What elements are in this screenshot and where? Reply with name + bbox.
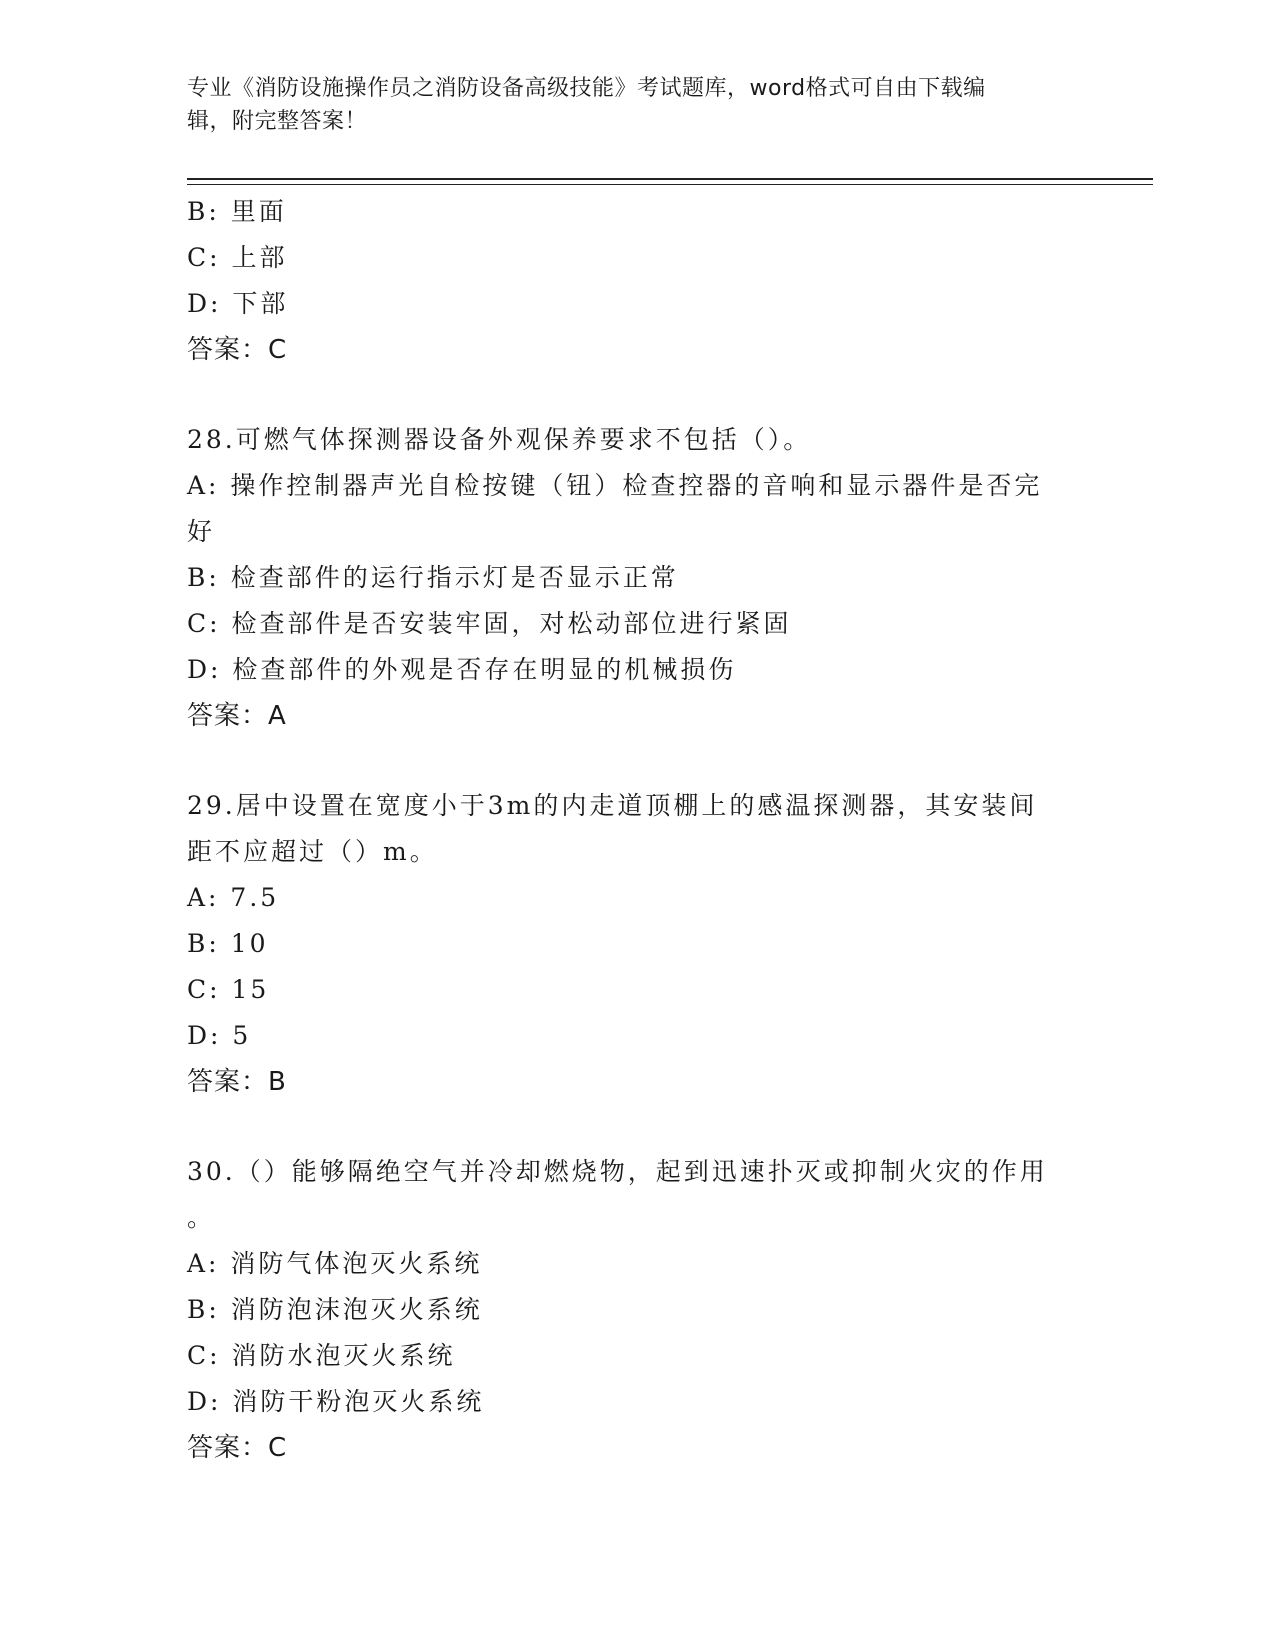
option-a: A: 7.5: [187, 883, 280, 912]
option-c: C: 检查部件是否安装牢固，对松动部位进行紧固: [187, 609, 792, 638]
question-text-line-2: 。: [187, 1203, 216, 1232]
option-c: C: 上部: [187, 243, 288, 272]
option-a-line-1: A: 操作控制器声光自检按键（钮）检查控器的音响和显示器件是否完: [187, 471, 1043, 500]
option-b: B: 消防泡沫泡灭火系统: [187, 1295, 483, 1324]
option-a-line-2: 好: [187, 517, 216, 546]
option-d: D: 检查部件的外观是否存在明显的机械损伤: [187, 655, 737, 684]
answer-28: 答案：A: [187, 701, 287, 731]
question-text-line-2: 距不应超过（）m。: [187, 837, 438, 866]
question-text-line-1: 30.（）能够隔绝空气并冷却燃烧物，起到迅速扑灭或抑制火灾的作用: [187, 1157, 1048, 1186]
question-27-tail: [187, 189, 1077, 373]
answer-29: 答案：B: [187, 1067, 287, 1097]
answer-27: 答案：C: [187, 335, 288, 365]
option-b: B: 里面: [187, 197, 287, 226]
option-c: C: 15: [187, 975, 270, 1004]
question-30: [187, 1149, 1077, 1471]
option-d: D: 消防干粉泡灭火系统: [187, 1387, 485, 1416]
question-28: [187, 417, 1077, 739]
answer-30: 答案：C: [187, 1433, 288, 1463]
spacer: [187, 1105, 1077, 1149]
spacer: [187, 373, 1077, 417]
header-line-1: 专业《消防设施操作员之消防设备高级技能》考试题库，word格式可自由下载编: [187, 76, 986, 101]
spacer: [187, 739, 1077, 783]
question-text: 28.可燃气体探测器设备外观保养要求不包括（）。: [187, 425, 812, 454]
header-line-2: 辑，附完整答案！: [187, 109, 368, 134]
option-b: B: 检查部件的运行指示灯是否显示正常: [187, 563, 679, 592]
option-c: C: 消防水泡灭火系统: [187, 1341, 456, 1370]
page-header: [187, 72, 1067, 138]
header-divider: [187, 178, 1153, 185]
option-a: A: 消防气体泡灭火系统: [187, 1249, 483, 1278]
question-text-line-1: 29.居中设置在宽度小于3m的内走道顶棚上的感温探测器，其安装间: [187, 791, 1038, 820]
question-content: [187, 189, 1077, 1471]
question-29: [187, 783, 1077, 1105]
option-d: D: 下部: [187, 289, 289, 318]
option-b: B: 10: [187, 929, 269, 958]
option-d: D: 5: [187, 1021, 252, 1050]
